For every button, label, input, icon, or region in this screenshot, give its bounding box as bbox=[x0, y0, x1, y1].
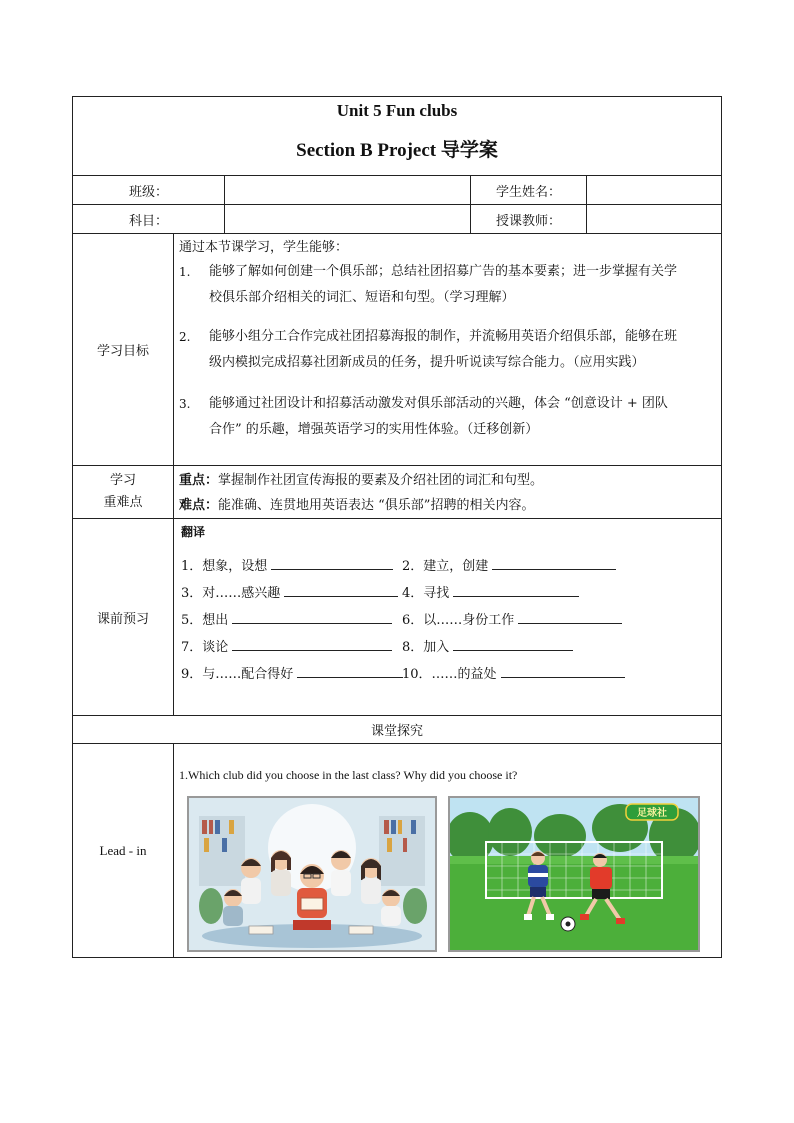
teacher-label: 授课教师： bbox=[495, 213, 561, 229]
vocab-item bbox=[402, 663, 625, 682]
vocab-prompt: 7．谈论 bbox=[181, 640, 229, 655]
objective-item bbox=[179, 259, 715, 311]
preview-row bbox=[73, 519, 721, 716]
objective-number: 3. bbox=[179, 397, 191, 411]
key-points-label-line: 重难点 bbox=[103, 495, 143, 510]
info-row-2 bbox=[73, 205, 721, 234]
objective-item bbox=[179, 324, 715, 376]
lead-in-row bbox=[73, 744, 721, 957]
key-points-label-line: 学习 bbox=[109, 473, 136, 488]
objective-text-line: 校俱乐部介绍相关的词汇、短语和句型。（学习理解） bbox=[209, 290, 515, 305]
answer-blank[interactable] bbox=[453, 637, 573, 651]
objective-text-line: 合作” 的乐趣，增强英语学习的实用性体验。（迁移创新） bbox=[209, 422, 539, 437]
objective-number: 2. bbox=[179, 330, 191, 344]
key-point-title: 重点： bbox=[179, 473, 219, 488]
vocab-prompt: 4．寻找 bbox=[402, 586, 450, 601]
vocab-item bbox=[402, 636, 573, 655]
answer-blank[interactable] bbox=[453, 583, 579, 597]
vocab-prompt: 1．想象，设想 bbox=[181, 559, 268, 574]
difficult-point bbox=[179, 494, 534, 513]
objective-text-line: 能够通过社团设计和招募活动激发对俱乐部活动的兴趣，体会 “创意设计 + 团队 bbox=[209, 396, 668, 411]
answer-blank[interactable] bbox=[297, 664, 403, 678]
student-name-label: 学生姓名： bbox=[495, 184, 561, 200]
answer-blank[interactable] bbox=[518, 610, 622, 624]
key-point bbox=[179, 469, 543, 488]
info-row-1 bbox=[73, 176, 721, 205]
objectives-label: 学习目标 bbox=[96, 344, 149, 359]
difficult-point-title: 难点： bbox=[179, 498, 219, 513]
vocab-item bbox=[181, 636, 392, 655]
vocab-prompt: 5．想出 bbox=[181, 613, 229, 628]
subject-field[interactable] bbox=[225, 205, 470, 233]
objective-item bbox=[179, 391, 715, 443]
football-club-image bbox=[448, 796, 700, 952]
answer-blank[interactable] bbox=[232, 637, 392, 651]
vocab-item bbox=[402, 582, 579, 601]
answer-blank[interactable] bbox=[492, 556, 616, 570]
vocab-prompt: 10．……的益处 bbox=[402, 667, 497, 682]
lead-in-question: 1.Which club did you choose in the last class? Why did you choose it? bbox=[179, 768, 518, 782]
unit-title: Unit 5 Fun clubs bbox=[336, 101, 458, 120]
translate-heading: 翻译 bbox=[181, 525, 206, 539]
title-row bbox=[73, 97, 721, 176]
football-club-illustration bbox=[450, 798, 698, 950]
preview-label: 课前预习 bbox=[96, 611, 149, 627]
objective-text-line: 能够小组分工合作完成社团招募海报的制作，并流畅用英语介绍俱乐部，能够在班 bbox=[209, 329, 678, 344]
answer-blank[interactable] bbox=[284, 583, 398, 597]
key-point-text: 掌握制作社团宣传海报的要素及介绍社团的词汇和句型。 bbox=[218, 473, 544, 488]
vocab-item bbox=[402, 609, 622, 628]
vocab-prompt: 3．对……感兴趣 bbox=[181, 586, 281, 601]
vocab-prompt: 8．加入 bbox=[402, 640, 450, 655]
student-name-field[interactable] bbox=[587, 176, 721, 204]
section-title: Section B Project 导学案 bbox=[296, 140, 498, 161]
explore-label: 课堂探究 bbox=[370, 724, 423, 739]
class-field[interactable] bbox=[225, 176, 470, 204]
class-label: 班级： bbox=[128, 184, 168, 200]
vocab-prompt: 2．建立，创建 bbox=[402, 559, 489, 574]
reading-club-illustration bbox=[189, 798, 435, 950]
teacher-field[interactable] bbox=[587, 205, 721, 233]
subject-label: 科目： bbox=[128, 213, 168, 229]
difficult-point-text: 能准确、连贯地用英语表达 “俱乐部”招聘的相关内容。 bbox=[218, 498, 535, 513]
answer-blank[interactable] bbox=[271, 556, 393, 570]
vocab-prompt: 6．以……身份工作 bbox=[402, 613, 515, 628]
study-guide-table bbox=[72, 96, 722, 958]
football-logo-text: 足球社 bbox=[637, 808, 667, 819]
vocab-item bbox=[181, 663, 403, 682]
reading-club-image bbox=[187, 796, 437, 952]
lead-in-label: Lead - in bbox=[99, 842, 147, 858]
vocab-item bbox=[181, 582, 398, 601]
vocab-item bbox=[181, 555, 393, 574]
answer-blank[interactable] bbox=[501, 664, 625, 678]
vocab-prompt: 9．与……配合得好 bbox=[181, 667, 294, 682]
objective-number: 1. bbox=[179, 265, 191, 279]
objective-text-line: 级内模拟完成招募社团新成员的任务，提升听说读写综合能力。（应用实践） bbox=[209, 355, 645, 370]
objectives-intro: 通过本节课学习，学生能够： bbox=[179, 240, 349, 255]
objective-text-line: 能够了解如何创建一个俱乐部；总结社团招募广告的基本要素；进一步掌握有关学 bbox=[209, 264, 678, 279]
vocab-item bbox=[181, 609, 392, 628]
explore-row bbox=[73, 716, 721, 744]
answer-blank[interactable] bbox=[232, 610, 392, 624]
vocab-item bbox=[402, 555, 616, 574]
objectives-row bbox=[73, 234, 721, 466]
key-points-row bbox=[73, 466, 721, 519]
